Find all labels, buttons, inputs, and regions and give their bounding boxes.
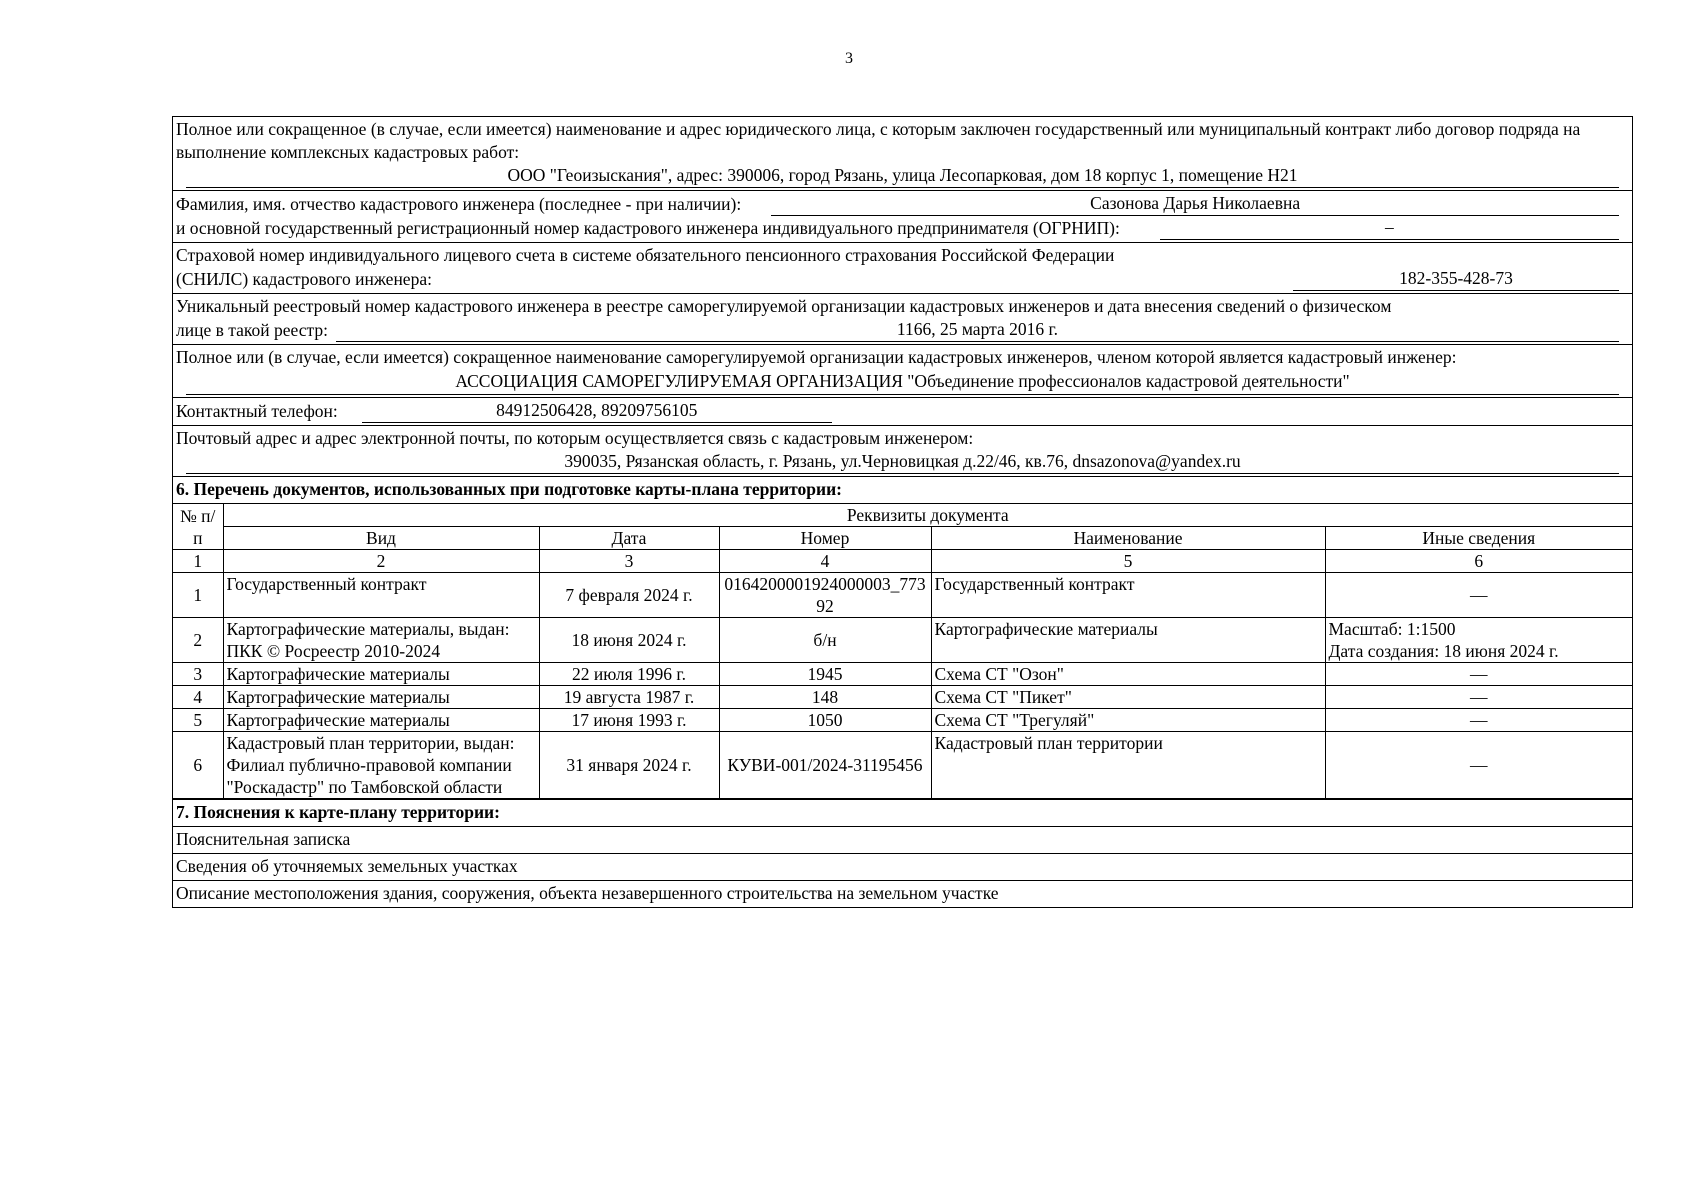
row-other: — [1325, 686, 1632, 709]
row-name: Картографические материалы [931, 618, 1325, 663]
explanation-item: Сведения об уточняемых земельных участках [173, 854, 1632, 881]
header-type: Вид [223, 527, 539, 550]
section7-title: 7. Пояснения к карте-плану территории: [173, 800, 1632, 827]
snils-label-line1: Страховой номер индивидуального лицевого счета в системе обязательного пенсионного страхования Российской Федерации [176, 245, 1115, 265]
row-type: Картографические материалы, выдан: ПКК © Росреестр 2010-2024 [223, 618, 539, 663]
explanation-item: Описание местоположения здания, сооружения, объекта незавершенного строительства на земельном участке [176, 883, 999, 903]
engineer-name-label: Фамилия, имя. отчество кадастрового инженера (последнее - при наличии): [176, 194, 742, 214]
row-number: 148 [719, 686, 931, 709]
sro-block [173, 345, 1632, 398]
header-number: Номер [719, 527, 931, 550]
header-requisites: Реквизиты документа [223, 504, 1632, 527]
cadastral-form [172, 116, 1633, 908]
engineer-ogrnip-label: и основной государственный регистрационный номер кадастрового инженера индивидуального предпринимателя (ОГРНИП): [176, 218, 1120, 238]
documents-table-wrap [173, 504, 1632, 800]
row-name: Кадастровый план территории [931, 732, 1325, 799]
phone-label: Контактный телефон: [176, 401, 338, 421]
registry-label-line1: Уникальный реестровый номер кадастрового инженера в реестре саморегулируемой организации кадастровых инженеров и дата внесения сведений о физическом [176, 296, 1392, 316]
address-label: Почтовый адрес и адрес электронной почты, по которым осуществляется связь с кадастровым инженером: [176, 428, 974, 448]
row-number: 1945 [719, 663, 931, 686]
row-type: Картографические материалы [223, 663, 539, 686]
col-number: 2 [223, 550, 539, 573]
engineer-ogrnip-value: – [1160, 216, 1619, 240]
row-num: 1 [173, 573, 223, 618]
row-type: Государственный контракт [223, 573, 539, 618]
table-row [173, 686, 1632, 709]
column-number-row [173, 550, 1632, 573]
table-row [173, 573, 1632, 618]
header-date: Дата [539, 527, 719, 550]
sro-label: Полное или (в случае, если имеется) сокращенное наименование саморегулируемой организации кадастровых инженеров, членом которой является кадастровый инженер: [176, 347, 1457, 367]
col-number: 5 [931, 550, 1325, 573]
contractor-label: Полное или сокращенное (в случае, если имеется) наименование и адрес юридического лица, с которым заключен государственный или муниципальный контракт либо договор подряда на выполнение комплексных кадастровых работ: [176, 119, 1581, 162]
row-other: — [1325, 663, 1632, 686]
col-number: 1 [173, 550, 223, 573]
sro-value: АССОЦИАЦИЯ САМОРЕГУЛИРУЕМАЯ ОРГАНИЗАЦИЯ "Объединение профессионалов кадастровой деятельности" [186, 369, 1619, 395]
header-name: Наименование [931, 527, 1325, 550]
registry-block [173, 294, 1632, 345]
row-num: 3 [173, 663, 223, 686]
table-row [173, 618, 1632, 663]
row-num: 4 [173, 686, 223, 709]
row-date: 18 июня 2024 г. [539, 618, 719, 663]
registry-value: 1166, 25 марта 2016 г. [336, 318, 1619, 342]
header-num: № п/п [173, 504, 223, 550]
row-other: — [1325, 573, 1632, 618]
row-date: 17 июня 1993 г. [539, 709, 719, 732]
row-other: — [1325, 732, 1632, 799]
documents-table [173, 504, 1632, 799]
col-number: 6 [1325, 550, 1632, 573]
contractor-value: ООО "Геоизыскания", адрес: 390006, город Рязань, улица Лесопарковая, дом 18 корпус 1, помещение Н21 [186, 164, 1619, 188]
table-row [173, 732, 1632, 799]
row-name: Государственный контракт [931, 573, 1325, 618]
row-num: 2 [173, 618, 223, 663]
row-num: 5 [173, 709, 223, 732]
section6-title: 6. Перечень документов, использованных при подготовке карты-плана территории: [173, 477, 1632, 504]
row-type: Картографические материалы [223, 709, 539, 732]
row-other: Масштаб: 1:1500 Дата создания: 18 июня 2024 г. [1325, 618, 1632, 663]
header-row-columns [173, 527, 1632, 550]
table-row [173, 709, 1632, 732]
snils-label-line2: (СНИЛС) кадастрового инженера: [176, 269, 432, 289]
engineer-block [173, 191, 1632, 243]
phone-value: 84912506428, 89209756105 [362, 399, 832, 423]
registry-label-line2: лице в такой реестр: [176, 320, 328, 340]
row-other: — [1325, 709, 1632, 732]
table-row [173, 663, 1632, 686]
page-number: 3 [845, 50, 853, 67]
row-number: б/н [719, 618, 931, 663]
row-name: Схема СТ "Озон" [931, 663, 1325, 686]
explanation-item: Пояснительная записка [173, 827, 1632, 854]
phone-block [173, 398, 1632, 426]
row-number: 1050 [719, 709, 931, 732]
row-name: Схема СТ "Пикет" [931, 686, 1325, 709]
header-other: Иные сведения [1325, 527, 1632, 550]
row-name: Схема СТ "Трегуляй" [931, 709, 1325, 732]
col-number: 4 [719, 550, 931, 573]
row-num: 6 [173, 732, 223, 799]
row-type: Картографические материалы [223, 686, 539, 709]
row-date: 19 августа 1987 г. [539, 686, 719, 709]
row-number: 0164200001924000003_77392 [719, 573, 931, 618]
row-date: 7 февраля 2024 г. [539, 573, 719, 618]
engineer-name-value: Сазонова Дарья Николаевна [771, 192, 1619, 216]
row-number: КУВИ-001/2024-31195456 [719, 732, 931, 799]
row-date: 22 июля 1996 г. [539, 663, 719, 686]
contractor-block [173, 117, 1632, 191]
row-date: 31 января 2024 г. [539, 732, 719, 799]
snils-block [173, 243, 1632, 294]
address-value: 390035, Рязанская область, г. Рязань, ул.Черновицкая д.22/46, кв.76, dnsazonova@yandex.ru [186, 450, 1619, 474]
snils-value: 182-355-428-73 [1293, 267, 1619, 291]
header-row-top [173, 504, 1632, 527]
row-type: Кадастровый план территории, выдан: Филиал публично-правовой компании "Роскадастр" по Тамбовской области [223, 732, 539, 799]
address-block [173, 426, 1632, 477]
col-number: 3 [539, 550, 719, 573]
